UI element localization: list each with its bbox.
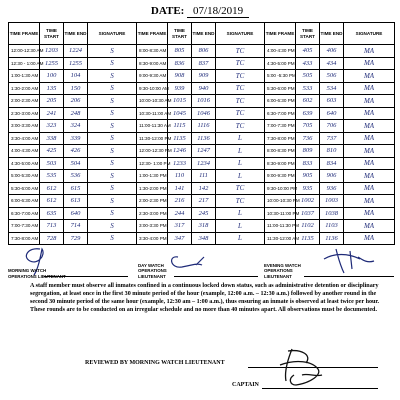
signature-cell[interactable]: S xyxy=(88,132,137,145)
time-start-cell[interactable]: 1203 xyxy=(40,45,64,58)
signature-cell[interactable]: S xyxy=(88,57,137,70)
time-frame-cell: 8:30-9:00 AM xyxy=(137,57,168,70)
signature-cell[interactable]: TC xyxy=(216,57,265,70)
time-end-cell[interactable]: 426 xyxy=(64,145,88,158)
signature-cell[interactable]: MA xyxy=(344,195,395,208)
time-frame-cell: 1:00-1:30 PM xyxy=(137,170,168,183)
time-frame-cell: 2:30-3:00 AM xyxy=(9,107,40,120)
table-row xyxy=(9,132,395,145)
reviewed-by-label: REVIEWED BY MORNING WATCH LIEUTENANT xyxy=(85,360,225,366)
time-start-cell[interactable]: 244 xyxy=(168,207,192,220)
signature-cell[interactable]: MA xyxy=(344,232,395,245)
time-end-cell[interactable]: 324 xyxy=(64,120,88,133)
signature-cell[interactable]: TC xyxy=(216,82,265,95)
time-end-cell[interactable]: 1224 xyxy=(64,45,88,58)
time-start-cell[interactable]: 1045 xyxy=(168,107,192,120)
time-frame-cell: 9:30-10:00 AM xyxy=(137,82,168,95)
time-start-cell[interactable]: 503 xyxy=(40,157,64,170)
time-end-cell[interactable]: 940 xyxy=(192,82,216,95)
time-start-cell[interactable]: 425 xyxy=(40,145,64,158)
time-end-cell[interactable]: 104 xyxy=(64,70,88,83)
column-header: TIME FRAME xyxy=(137,23,168,45)
signature-cell[interactable]: L xyxy=(216,132,265,145)
table-row xyxy=(9,195,395,208)
signature-cell[interactable]: TC xyxy=(216,120,265,133)
time-frame-cell: 9:00-9:30 AM xyxy=(137,70,168,83)
time-frame-cell: 12:00-12:30 AM xyxy=(9,45,40,58)
time-frame-cell: 11:00-11:30 PM xyxy=(265,220,296,233)
time-end-cell[interactable]: 806 xyxy=(192,45,216,58)
time-start-cell[interactable]: 1115 xyxy=(168,120,192,133)
day-signature-line[interactable] xyxy=(174,276,258,277)
time-start-cell[interactable]: 205 xyxy=(40,95,64,108)
time-frame-cell: 10:00-10:30 AM xyxy=(137,95,168,108)
table-row xyxy=(9,145,395,158)
time-frame-cell: 7:30-8:00 AM xyxy=(9,232,40,245)
signature-cell[interactable]: S xyxy=(88,220,137,233)
signature-cell[interactable]: TC xyxy=(216,195,265,208)
time-start-cell[interactable]: 135 xyxy=(40,82,64,95)
time-frame-cell: 11:30-12:00 PM xyxy=(137,132,168,145)
time-end-cell[interactable]: 834 xyxy=(320,157,344,170)
time-frame-cell: 7:00-7:30 AM xyxy=(9,220,40,233)
time-start-cell[interactable]: 535 xyxy=(40,170,64,183)
time-end-cell[interactable]: 248 xyxy=(64,107,88,120)
time-end-cell[interactable]: 714 xyxy=(64,220,88,233)
time-start-cell[interactable]: 905 xyxy=(296,170,320,183)
signature-cell[interactable]: MA xyxy=(344,170,395,183)
time-end-cell[interactable]: 810 xyxy=(320,145,344,158)
time-frame-cell: 12:00-12:30 PM xyxy=(137,145,168,158)
time-end-cell[interactable]: 706 xyxy=(320,120,344,133)
time-frame-cell: 6:30-7:00 AM xyxy=(9,207,40,220)
column-header: TIME FRAME xyxy=(265,23,296,45)
captain-label: CAPTAIN xyxy=(232,382,259,388)
signature-cell[interactable]: TC xyxy=(216,70,265,83)
column-header: TIME END xyxy=(192,23,216,45)
time-end-cell[interactable]: 640 xyxy=(320,107,344,120)
table-row xyxy=(9,207,395,220)
time-end-cell[interactable]: 206 xyxy=(64,95,88,108)
time-start-cell[interactable]: 728 xyxy=(40,232,64,245)
signature-cell[interactable]: S xyxy=(88,157,137,170)
time-start-cell[interactable]: 809 xyxy=(296,145,320,158)
time-end-cell[interactable]: 142 xyxy=(192,182,216,195)
signature-cell[interactable]: S xyxy=(88,45,137,58)
morning-lieutenant-block xyxy=(8,247,128,279)
time-end-cell[interactable]: 506 xyxy=(320,70,344,83)
time-end-cell[interactable]: 1103 xyxy=(320,220,344,233)
time-frame-cell: 1:30-2:00 AM xyxy=(9,82,40,95)
time-frame-cell: 2:00-2:30 AM xyxy=(9,95,40,108)
time-start-cell[interactable]: 1015 xyxy=(168,95,192,108)
signature-cell[interactable]: MA xyxy=(344,157,395,170)
signature-cell[interactable]: L xyxy=(216,220,265,233)
signature-cell[interactable]: L xyxy=(216,157,265,170)
column-header: TIME START xyxy=(168,23,192,45)
morning-lieutenant-label: MORNING WATCH OPERATIONS LIEUTENANT xyxy=(8,268,66,279)
time-end-cell[interactable]: 837 xyxy=(192,57,216,70)
table-header-row xyxy=(9,23,395,45)
column-header: SIGNATURE xyxy=(344,23,395,45)
time-start-cell[interactable]: 836 xyxy=(168,57,192,70)
time-start-cell[interactable]: 612 xyxy=(40,195,64,208)
rounds-log-table xyxy=(8,22,395,245)
time-frame-cell: 6:30-7:00 PM xyxy=(265,107,296,120)
signature-cell[interactable]: S xyxy=(88,195,137,208)
time-end-cell[interactable]: 1046 xyxy=(192,107,216,120)
time-start-cell[interactable]: 405 xyxy=(296,45,320,58)
time-end-cell[interactable]: 434 xyxy=(320,57,344,70)
time-frame-cell: 11:00-11:30 AM xyxy=(137,120,168,133)
time-end-cell[interactable]: 348 xyxy=(192,232,216,245)
time-start-cell[interactable]: 533 xyxy=(296,82,320,95)
table-row xyxy=(9,95,395,108)
signature-cell[interactable]: MA xyxy=(344,132,395,145)
time-frame-cell: 8:30-9:00 PM xyxy=(265,157,296,170)
time-frame-cell: 4:00-4:30 AM xyxy=(9,145,40,158)
evening-signature-line[interactable] xyxy=(304,276,394,277)
signature-cell[interactable]: S xyxy=(88,207,137,220)
signature-cell[interactable]: TC xyxy=(216,45,265,58)
date-value[interactable]: 07/18/2019 xyxy=(187,5,249,18)
time-frame-cell: 3:00-3:30 AM xyxy=(9,120,40,133)
time-start-cell[interactable]: 323 xyxy=(40,120,64,133)
time-start-cell[interactable]: 705 xyxy=(296,120,320,133)
time-end-cell[interactable]: 1247 xyxy=(192,145,216,158)
time-start-cell[interactable]: 241 xyxy=(40,107,64,120)
time-end-cell[interactable]: 1038 xyxy=(320,207,344,220)
captain-signature-line[interactable] xyxy=(262,388,378,389)
time-frame-cell: 6:00-6:30 AM xyxy=(9,195,40,208)
time-frame-cell: 2:00-2:30 PM xyxy=(137,195,168,208)
table-row xyxy=(9,182,395,195)
evening-lieutenant-block xyxy=(264,247,394,279)
signature-cell[interactable]: S xyxy=(88,170,137,183)
column-header: TIME FRAME xyxy=(9,23,40,45)
captain-signature-mark xyxy=(262,345,362,393)
time-frame-cell: 8:00-8:30 AM xyxy=(137,45,168,58)
time-start-cell[interactable]: 939 xyxy=(168,82,192,95)
time-frame-cell: 1:30-2:00 PM xyxy=(137,182,168,195)
time-frame-cell: 3:00-3:30 PM xyxy=(137,220,168,233)
signature-cell[interactable]: MA xyxy=(344,182,395,195)
signature-cell[interactable]: S xyxy=(88,145,137,158)
table-row xyxy=(9,82,395,95)
column-header: SIGNATURE xyxy=(88,23,137,45)
time-frame-cell: 10:00-10:30 PM xyxy=(265,195,296,208)
time-end-cell[interactable]: 217 xyxy=(192,195,216,208)
signature-cell[interactable]: MA xyxy=(344,70,395,83)
time-frame-cell: 11:30-12:00 AM xyxy=(265,232,296,245)
signature-cell[interactable]: S xyxy=(88,70,137,83)
table-row xyxy=(9,57,395,70)
time-frame-cell: 4:30-5:00 AM xyxy=(9,157,40,170)
time-end-cell[interactable]: 536 xyxy=(64,170,88,183)
time-end-cell[interactable]: 406 xyxy=(320,45,344,58)
time-frame-cell: 12:30- 1:00 PM xyxy=(137,157,168,170)
time-start-cell[interactable]: 1037 xyxy=(296,207,320,220)
time-start-cell[interactable]: 110 xyxy=(168,170,192,183)
signature-cell[interactable]: MA xyxy=(344,220,395,233)
time-end-cell[interactable]: 318 xyxy=(192,220,216,233)
table-row xyxy=(9,107,395,120)
time-start-cell[interactable]: 1002 xyxy=(296,195,320,208)
table-row xyxy=(9,157,395,170)
signature-cell[interactable]: MA xyxy=(344,45,395,58)
time-end-cell[interactable]: 906 xyxy=(320,170,344,183)
time-start-cell[interactable]: 100 xyxy=(40,70,64,83)
column-header: SIGNATURE xyxy=(216,23,265,45)
time-end-cell[interactable]: 1003 xyxy=(320,195,344,208)
column-header: TIME END xyxy=(320,23,344,45)
column-header: TIME START xyxy=(296,23,320,45)
signature-cell[interactable]: MA xyxy=(344,82,395,95)
evening-lieutenant-label: EVENING WATCH OPERATIONS LIEUTENANT xyxy=(264,263,301,279)
signature-cell[interactable]: MA xyxy=(344,95,395,108)
time-end-cell[interactable]: 603 xyxy=(320,95,344,108)
time-frame-cell: 4:00-4:30 PM xyxy=(265,45,296,58)
time-end-cell[interactable]: 615 xyxy=(64,182,88,195)
signature-cell[interactable]: S xyxy=(88,82,137,95)
time-frame-cell: 9:00-9:30 PM xyxy=(265,170,296,183)
time-start-cell[interactable]: 612 xyxy=(40,182,64,195)
signature-cell[interactable]: S xyxy=(88,182,137,195)
time-end-cell[interactable]: 613 xyxy=(64,195,88,208)
time-end-cell[interactable]: 737 xyxy=(320,132,344,145)
observation-policy-notice: A staff member must observe all inmates confined in a continuous locked down status, such as administrative detention or disciplinary segregation, at least once in the first 30 minute period of the hour (example, 12:00 a.m. – 12:30 a.m.) followed by another round in the second 30 minute period of the same hour (example, 12:30 am – 1:00 a.m.), thus ensuring an inmate is observed at least twice per hour. These rounds are to be conducted on an irregular schedule and no more than 40 minutes apart. All observations must be documented. xyxy=(30,283,380,314)
signature-cell[interactable]: MA xyxy=(344,207,395,220)
time-start-cell[interactable]: 1255 xyxy=(40,57,64,70)
time-start-cell[interactable]: 1135 xyxy=(168,132,192,145)
time-start-cell[interactable]: 1233 xyxy=(168,157,192,170)
day-lieutenant-block xyxy=(138,247,258,279)
table-row xyxy=(9,170,395,183)
signature-cell[interactable]: S xyxy=(88,232,137,245)
signature-cell[interactable]: L xyxy=(216,207,265,220)
signature-cell[interactable]: MA xyxy=(344,120,395,133)
time-frame-cell: 7:30-8:00 PM xyxy=(265,132,296,145)
time-end-cell[interactable]: 909 xyxy=(192,70,216,83)
time-end-cell[interactable]: 1016 xyxy=(192,95,216,108)
time-frame-cell: 5:30-6:00 AM xyxy=(9,182,40,195)
time-frame-cell: 10:30-11:00 PM xyxy=(265,207,296,220)
time-frame-cell: 3:30-4:00 PM xyxy=(137,232,168,245)
time-end-cell[interactable]: 729 xyxy=(64,232,88,245)
time-end-cell[interactable]: 1136 xyxy=(320,232,344,245)
time-frame-cell: 5:00 -5:30 PM xyxy=(265,70,296,83)
signature-cell[interactable]: L xyxy=(216,170,265,183)
time-start-cell[interactable]: 1135 xyxy=(296,232,320,245)
signature-cell[interactable]: MA xyxy=(344,57,395,70)
table-row xyxy=(9,70,395,83)
time-start-cell[interactable]: 602 xyxy=(296,95,320,108)
date-header xyxy=(0,5,400,18)
time-frame-cell: 5:30-6:00 PM xyxy=(265,82,296,95)
time-end-cell[interactable]: 1136 xyxy=(192,132,216,145)
time-start-cell[interactable]: 433 xyxy=(296,57,320,70)
time-start-cell[interactable]: 635 xyxy=(40,207,64,220)
time-frame-cell: 6:00-6:30 PM xyxy=(265,95,296,108)
time-end-cell[interactable]: 245 xyxy=(192,207,216,220)
time-start-cell[interactable]: 505 xyxy=(296,70,320,83)
signature-cell[interactable]: S xyxy=(88,95,137,108)
time-start-cell[interactable]: 935 xyxy=(296,182,320,195)
time-start-cell[interactable]: 1246 xyxy=(168,145,192,158)
column-header: TIME START xyxy=(40,23,64,45)
lieutenant-signatures xyxy=(8,247,394,279)
time-end-cell[interactable]: 534 xyxy=(320,82,344,95)
time-frame-cell: 3:30-4:00 AM xyxy=(9,132,40,145)
table-row xyxy=(9,45,395,58)
table-row xyxy=(9,220,395,233)
signature-cell[interactable]: MA xyxy=(344,145,395,158)
day-lieutenant-label: DAY WATCH OPERATIONS LIEUTENANT xyxy=(138,263,167,279)
time-frame-cell: 2:30-3:00 PM xyxy=(137,207,168,220)
time-start-cell[interactable]: 347 xyxy=(168,232,192,245)
time-start-cell[interactable]: 639 xyxy=(296,107,320,120)
time-start-cell[interactable]: 736 xyxy=(296,132,320,145)
table-row xyxy=(9,120,395,133)
signature-cell[interactable]: L xyxy=(216,232,265,245)
time-end-cell[interactable]: 339 xyxy=(64,132,88,145)
time-frame-cell: 12:30 - 1:00 AM xyxy=(9,57,40,70)
signature-cell[interactable]: MA xyxy=(344,107,395,120)
time-start-cell[interactable]: 338 xyxy=(40,132,64,145)
signature-cell[interactable]: TC xyxy=(216,182,265,195)
time-start-cell[interactable]: 141 xyxy=(168,182,192,195)
date-label: DATE: xyxy=(150,5,185,17)
time-start-cell[interactable]: 317 xyxy=(168,220,192,233)
time-frame-cell: 4:30-5:00 PM xyxy=(265,57,296,70)
time-start-cell[interactable]: 805 xyxy=(168,45,192,58)
signature-cell[interactable]: L xyxy=(216,145,265,158)
time-start-cell[interactable]: 1102 xyxy=(296,220,320,233)
time-end-cell[interactable]: 640 xyxy=(64,207,88,220)
time-end-cell[interactable]: 936 xyxy=(320,182,344,195)
time-end-cell[interactable]: 1234 xyxy=(192,157,216,170)
time-start-cell[interactable]: 833 xyxy=(296,157,320,170)
table-body xyxy=(9,45,395,245)
time-frame-cell: 5:00-5:30 AM xyxy=(9,170,40,183)
time-end-cell[interactable]: 1255 xyxy=(64,57,88,70)
time-end-cell[interactable]: 150 xyxy=(64,82,88,95)
signature-cell[interactable]: S xyxy=(88,120,137,133)
time-frame-cell: 7:00-7:30 PM xyxy=(265,120,296,133)
signature-cell[interactable]: TC xyxy=(216,107,265,120)
time-start-cell[interactable]: 713 xyxy=(40,220,64,233)
time-start-cell[interactable]: 216 xyxy=(168,195,192,208)
column-header: TIME END xyxy=(64,23,88,45)
signature-cell[interactable]: TC xyxy=(216,95,265,108)
time-frame-cell: 10:30-11:00 AM xyxy=(137,107,168,120)
time-start-cell[interactable]: 908 xyxy=(168,70,192,83)
time-frame-cell: 8:00-8:30 PM xyxy=(265,145,296,158)
time-end-cell[interactable]: 111 xyxy=(192,170,216,183)
time-end-cell[interactable]: 504 xyxy=(64,157,88,170)
time-end-cell[interactable]: 1116 xyxy=(192,120,216,133)
time-frame-cell: 1:00-1:30 AM xyxy=(9,70,40,83)
time-frame-cell: 9:30-10:00 PM xyxy=(265,182,296,195)
signature-cell[interactable]: S xyxy=(88,107,137,120)
